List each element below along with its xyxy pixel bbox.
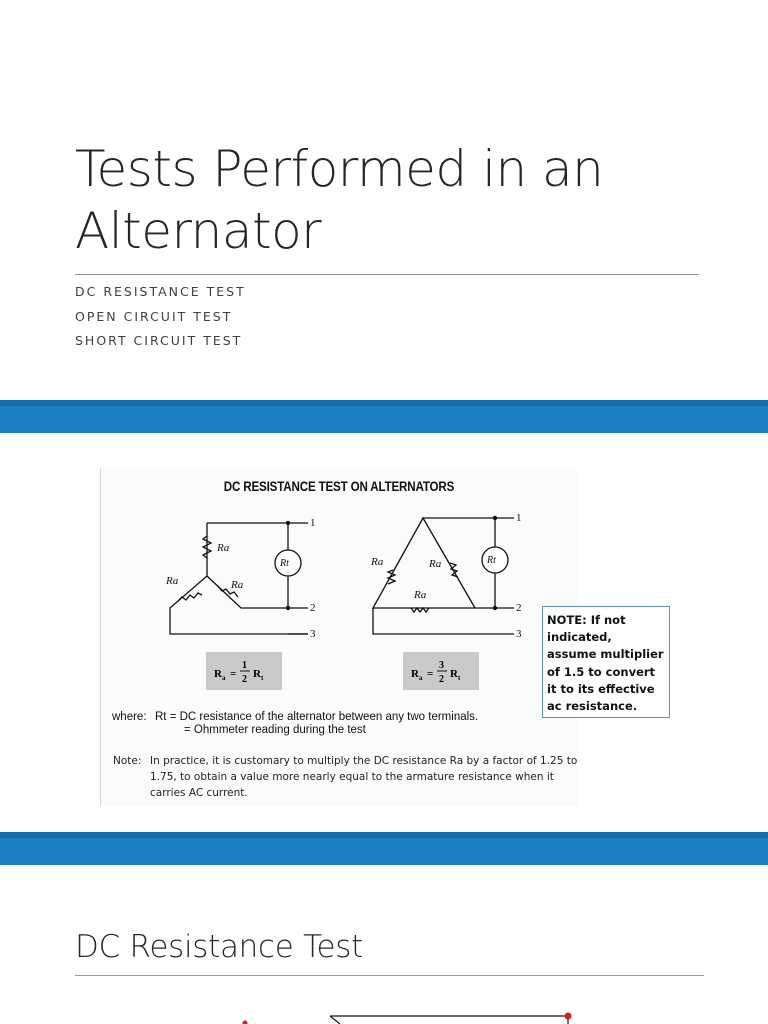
svg-text:t: t bbox=[458, 674, 461, 682]
wye-terminal-3: 3 bbox=[310, 628, 316, 640]
svg-text:a: a bbox=[419, 674, 423, 682]
svg-text:a: a bbox=[222, 674, 226, 682]
wye-rt-label: Rt bbox=[280, 558, 289, 569]
subtitle-item: SHORT CIRCUIT TEST bbox=[75, 333, 243, 348]
svg-text:R: R bbox=[411, 668, 419, 680]
figure-title: DC RESISTANCE TEST ON ALTERNATORS bbox=[223, 479, 455, 494]
svg-text:2: 2 bbox=[242, 674, 247, 685]
practice-note bbox=[113, 753, 583, 801]
svg-text:=: = bbox=[427, 668, 434, 680]
slide-title bbox=[75, 138, 715, 262]
subtitle-list bbox=[75, 280, 246, 354]
delta-ra-label-2: Ra bbox=[429, 558, 442, 570]
title-slide bbox=[0, 0, 768, 400]
delta-ra-label-1: Ra bbox=[371, 556, 384, 568]
note-label: Note: bbox=[113, 755, 142, 767]
wye-formula bbox=[206, 652, 282, 690]
subtitle-item: OPEN CIRCUIT TEST bbox=[75, 308, 233, 324]
svg-text:R: R bbox=[214, 668, 222, 680]
svg-text:2: 2 bbox=[439, 674, 444, 685]
where-definition bbox=[112, 711, 478, 737]
where-line-1: Rt = DC resistance of the alternator between any two terminals. bbox=[155, 711, 479, 723]
wye-ra-label-3: Ra bbox=[231, 579, 244, 591]
where-line-2: = Ohmmeter reading during the test bbox=[184, 724, 366, 736]
svg-text:=: = bbox=[230, 668, 237, 680]
where-label: where: bbox=[112, 711, 147, 723]
delta-terminal-2: 2 bbox=[516, 602, 522, 614]
wye-terminal-2: 2 bbox=[310, 602, 316, 614]
delta-formula bbox=[403, 652, 479, 690]
wye-terminal-1: 1 bbox=[310, 517, 316, 529]
slide-separator bbox=[0, 832, 768, 865]
subtitle-item: DC RESISTANCE TEST bbox=[75, 284, 246, 299]
circuit-diagrams bbox=[100, 468, 578, 708]
svg-text:R: R bbox=[253, 668, 261, 680]
delta-rt-label: Rt bbox=[487, 555, 496, 566]
svg-text:R: R bbox=[450, 668, 458, 680]
title-line-1: Tests Performed in an bbox=[75, 140, 604, 198]
delta-terminal-3: 3 bbox=[516, 628, 522, 640]
delta-terminal-1: 1 bbox=[516, 512, 522, 524]
slide3-title: DC Resistance Test bbox=[75, 929, 363, 965]
note-callout-box: NOTE: If not indicated, assume multiplier of 1.5 to convert it to its effective ac resistance. bbox=[542, 606, 670, 718]
title-line-2: Alternator bbox=[75, 202, 322, 260]
svg-text:t: t bbox=[261, 674, 264, 682]
note-text: In practice, it is customary to multiply the DC resistance Ra by a factor of 1.25 to 1.75, to obtain a value more nearly equal to the armature resistance when it carries AC current. bbox=[150, 755, 578, 799]
dc-resistance-figure bbox=[100, 468, 578, 806]
svg-text:1: 1 bbox=[242, 660, 247, 671]
delta-ra-label-3: Ra bbox=[414, 589, 427, 601]
wye-ra-label-2: Ra bbox=[166, 575, 179, 587]
wye-ra-label-1: Ra bbox=[217, 542, 230, 554]
title-divider bbox=[75, 274, 699, 275]
slide3-diagram-fragment bbox=[0, 976, 768, 1024]
slide-separator bbox=[0, 400, 768, 433]
svg-text:3: 3 bbox=[439, 660, 444, 671]
